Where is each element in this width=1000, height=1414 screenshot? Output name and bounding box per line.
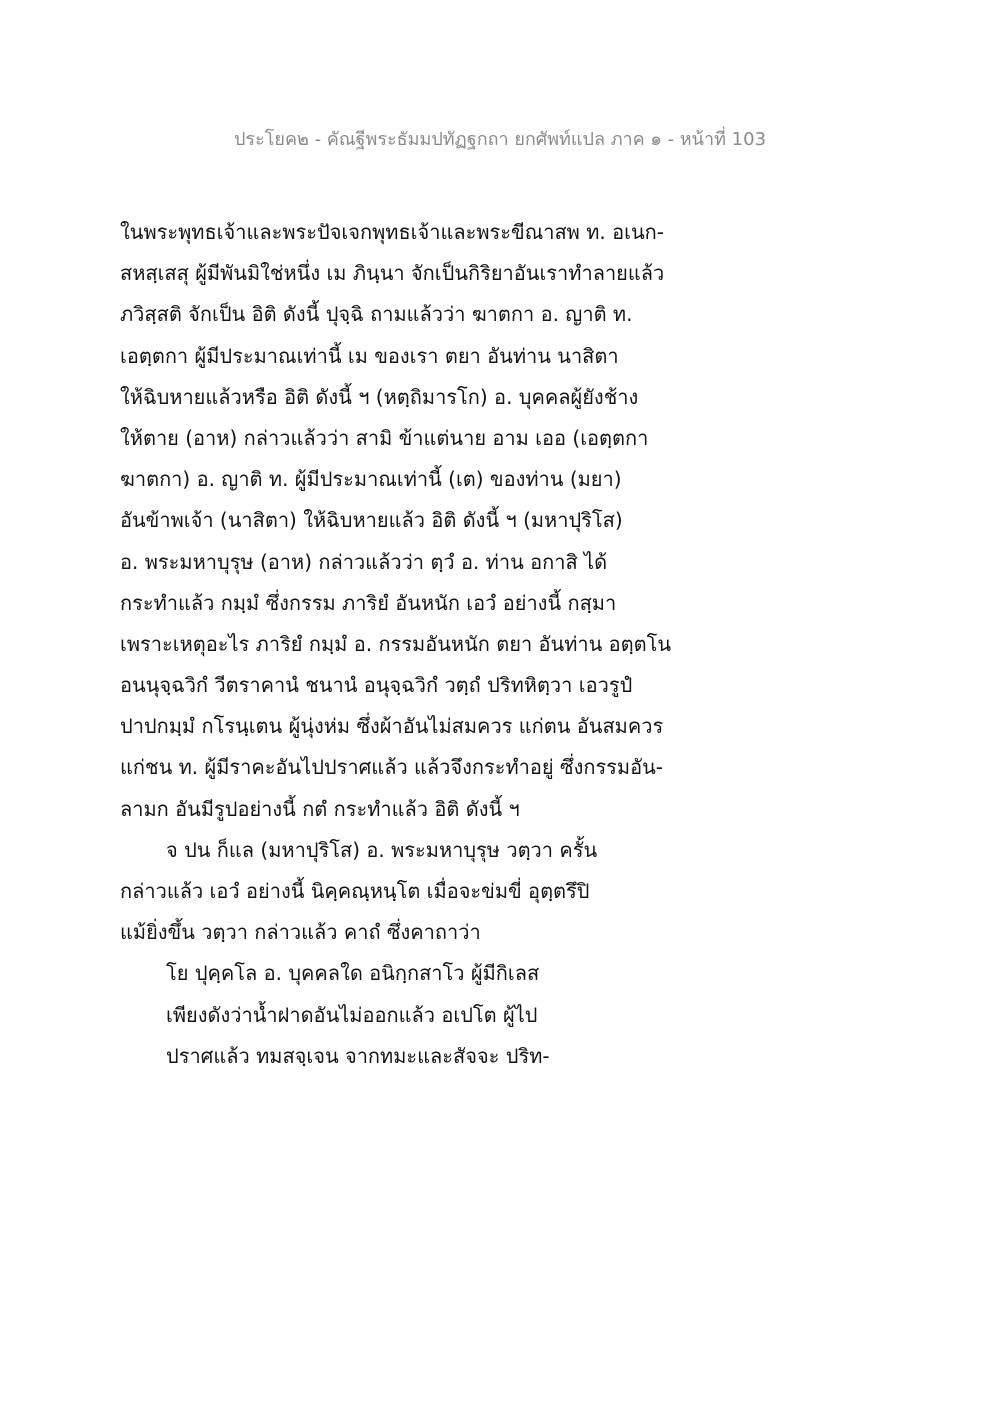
verse-line: เพียงดังว่าน้ำฝาดอันไม่ออกแล้ว อเปโต ผู้ไป	[166, 1002, 538, 1027]
verse-line: โย ปุคฺคโล อ. บุคคลใด อนิกฺกสาโว ผู้มีกิเลส	[166, 961, 540, 986]
text-line: อันข้าพเจ้า (นาสิตา) ให้ฉิบหายแล้ว อิติ ดังนี้ ฯ (มหาปุริโส)	[120, 508, 623, 533]
text-line: กระทำแล้ว กมฺมํ ซึ่งกรรม ภาริยํ อันหนัก เอวํ อย่างนี้ กสฺมา	[120, 590, 617, 615]
text-line: อนนุจฺฉวิกํ วีตราคานํ ชนานํ อนุจฺฉวิกํ วตฺถํ ปริทหิตฺวา เอวรูปํ	[120, 673, 633, 698]
text-line: ภวิสฺสติ จักเป็น อิติ ดังนี้ ปุจฺฉิ ถามแล้วว่า ฆาตกา อ. ญาติ ท.	[120, 302, 633, 327]
text-line: อ. พระมหาบุรุษ (อาห) กล่าวแล้วว่า ตฺวํ อ. ท่าน อกาสิ ได้	[120, 549, 608, 574]
text-line: แก่ชน ท. ผู้มีราคะอันไปปราศแล้ว แล้วจึงกระทำอยู่ ซึ่งกรรมอัน-	[120, 755, 664, 780]
verse-line: ปราศแล้ว ทมสจฺเจน จากทมะและสัจจะ ปริท-	[166, 1043, 550, 1068]
body-text	[120, 212, 730, 1077]
text-line: ในพระพุทธเจ้าและพระปัจเจกพุทธเจ้าและพระขีณาสพ ท. อเนก-	[120, 220, 664, 244]
text-line: ให้ฉิบหายแล้วหรือ อิติ ดังนี้ ฯ (หตฺถิมารโก) อ. บุคคลผู้ยังช้าง	[120, 384, 639, 409]
running-header: ประโยค๒ - คัณฐีพระธัมมปทัฏฐกถา ยกศัพท์แปล ภาค ๑ - หน้าที่ 103	[233, 129, 767, 150]
text-line-indented: จ ปน ก็แล (มหาปุริโส) อ. พระมหาบุรุษ วตฺวา ครั้น	[166, 837, 598, 862]
text-line: เอตฺตกา ผู้มีประมาณเท่านี้ เม ของเรา ตยา อันท่าน นาสิตา	[120, 343, 619, 368]
text-line: ให้ตาย (อาห) กล่าวแล้วว่า สามิ ข้าแต่นาย อาม เออ (เอตฺตกา	[120, 425, 649, 450]
text-line: สหสฺเสสุ ผู้มีพันมิใช่หนึ่ง เม ภินฺนา จักเป็นกิริยาอันเราทำลายแล้ว	[120, 261, 665, 286]
text-line: กล่าวแล้ว เอวํ อย่างนี้ นิคฺคณฺหนฺโต เมื่อจะข่มขี่ อุตฺตรึปิ	[120, 879, 590, 903]
text-line: แม้ยิ่งขึ้น วตฺวา กล่าวแล้ว คาถํ ซึ่งคาถาว่า	[120, 920, 481, 945]
text-line: เพราะเหตุอะไร ภาริยํ กมฺมํ อ. กรรมอันหนัก ตยา อันท่าน อตฺตโน	[120, 631, 672, 656]
text-line: ลามก อันมีรูปอย่างนี้ กตํ กระทำแล้ว อิติ ดังนี้ ฯ	[120, 796, 520, 821]
text-line: ปาปกมฺมํ กโรนฺเตน ผู้นุ่งห่ม ซึ่งผ้าอันไม่สมควร แก่ตน อันสมควร	[120, 714, 664, 739]
text-line: ฆาตกา) อ. ญาติ ท. ผู้มีประมาณเท่านี้ (เต) ของท่าน (มยา)	[120, 467, 622, 492]
